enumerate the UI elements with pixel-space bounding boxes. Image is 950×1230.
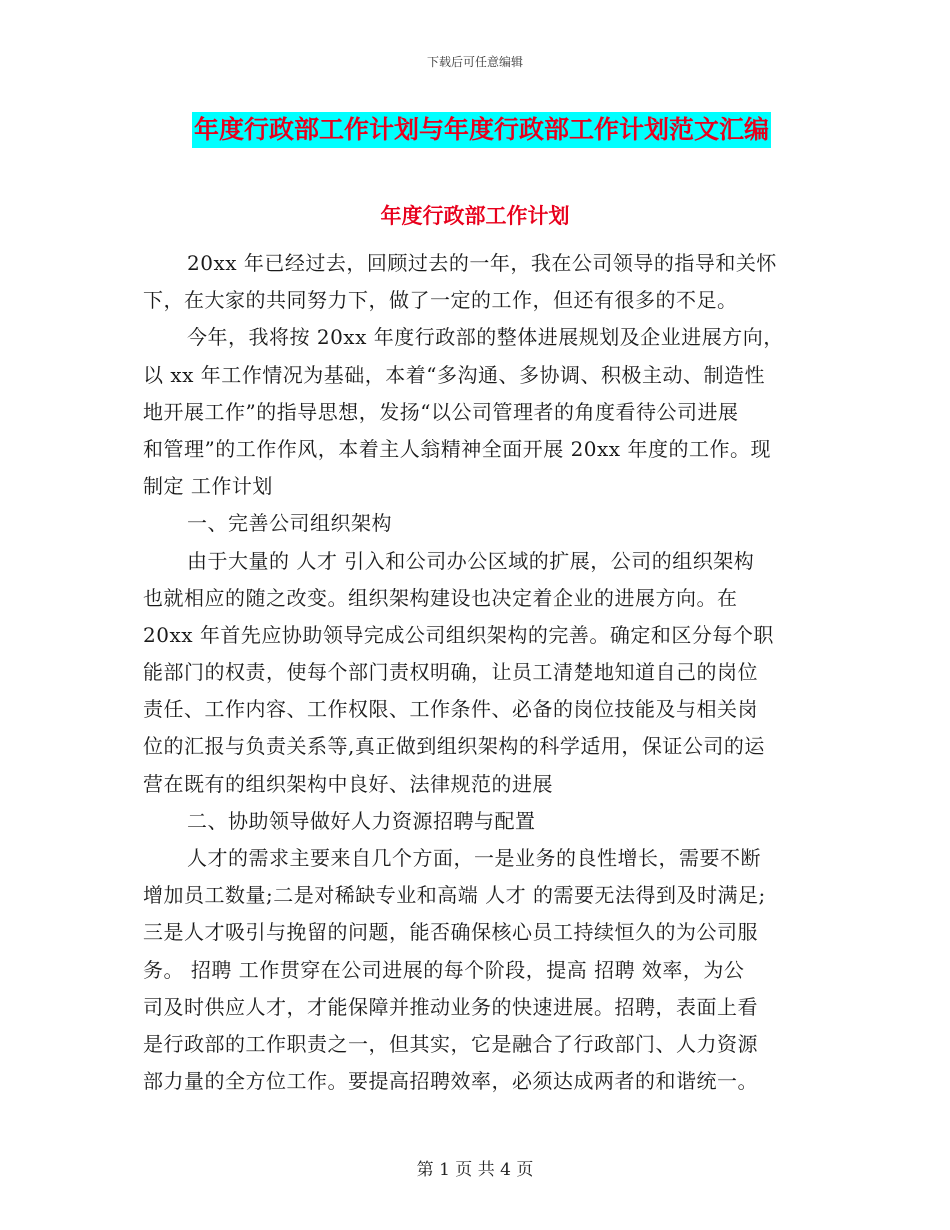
text-line: 增加员工数量;二是对稀缺专业和高端 人才 的需要无法得到及时满足; bbox=[143, 883, 766, 908]
text-line: 和管理”的工作作风，本着主人翁精神全面开展 20xx 年度的工作。现 bbox=[143, 436, 771, 461]
text-line: 司及时供应人才，才能保障并推动业务的快速进展。招聘，表面上看 bbox=[143, 994, 758, 1019]
section-title: 年度行政部工作计划 bbox=[380, 204, 570, 228]
text-line: 20xx 年已经过去，回顾过去的一年，我在公司领导的指导和关怀 bbox=[187, 251, 777, 275]
text-line: 能部门的权责，使每个部门责权明确，让员工清楚地知道自己的岗位 bbox=[143, 660, 758, 685]
text-line: 部力量的全方位工作。要提高招聘效率，必须达成两者的和谐统一。 bbox=[143, 1069, 758, 1094]
text-line: 地开展工作”的指导思想，发扬“以公司管理者的角度看待公司进展 bbox=[143, 399, 739, 424]
text-line: 务。 招聘 工作贯穿在公司进展的每个阶段，提高 招聘 效率，为公 bbox=[143, 957, 745, 982]
text-line: 今年，我将按 20xx 年度行政部的整体进展规划及企业进展方向， bbox=[187, 325, 784, 350]
document-title: 年度行政部工作计划与年度行政部工作计划范文汇编 bbox=[192, 112, 771, 148]
text-line: 由于大量的 人才 引入和公司办公区域的扩展，公司的组织架构 bbox=[187, 548, 755, 573]
text-line: 是行政部的工作职责之一，但其实，它是融合了行政部门、人力资源 bbox=[143, 1031, 758, 1056]
text-line: 责任、工作内容、工作权限、工作条件、必备的岗位技能及与相关岗 bbox=[143, 697, 758, 722]
text-line: 人才的需求主要来自几个方面，一是业务的良性增长，需要不断 bbox=[187, 846, 761, 870]
text-line: 位的汇报与负责关系等,真正做到组织架构的科学适用，保证公司的运 bbox=[143, 734, 765, 759]
text-line: 一、完善公司组织架构 bbox=[187, 511, 392, 536]
text-line: 制定 工作计划 bbox=[143, 474, 273, 499]
header-note: 下载后可任意编辑 bbox=[426, 55, 523, 69]
text-line: 以 xx 年工作情况为基础，本着“多沟通、多协调、积极主动、制造性 bbox=[143, 362, 765, 387]
text-line: 二、协助领导做好人力资源招聘与配置 bbox=[187, 808, 536, 833]
page-footer: 第 1 页 共 4 页 bbox=[416, 1160, 534, 1180]
text-line: 20xx 年首先应协助领导完成公司组织架构的完善。确定和区分每个职 bbox=[143, 622, 774, 647]
text-line: 也就相应的随之改变。组织架构建设也决定着企业的进展方向。在 bbox=[143, 585, 738, 610]
text-line: 营在既有的组织架构中良好、法律规范的进展 bbox=[143, 771, 553, 796]
body-text bbox=[143, 245, 815, 1100]
text-line: 下，在大家的共同努力下，做了一定的工作，但还有很多的不足。 bbox=[143, 288, 738, 313]
text-line: 三是人才吸引与挽留的问题，能否确保核心员工持续恒久的为公司服 bbox=[143, 920, 758, 945]
